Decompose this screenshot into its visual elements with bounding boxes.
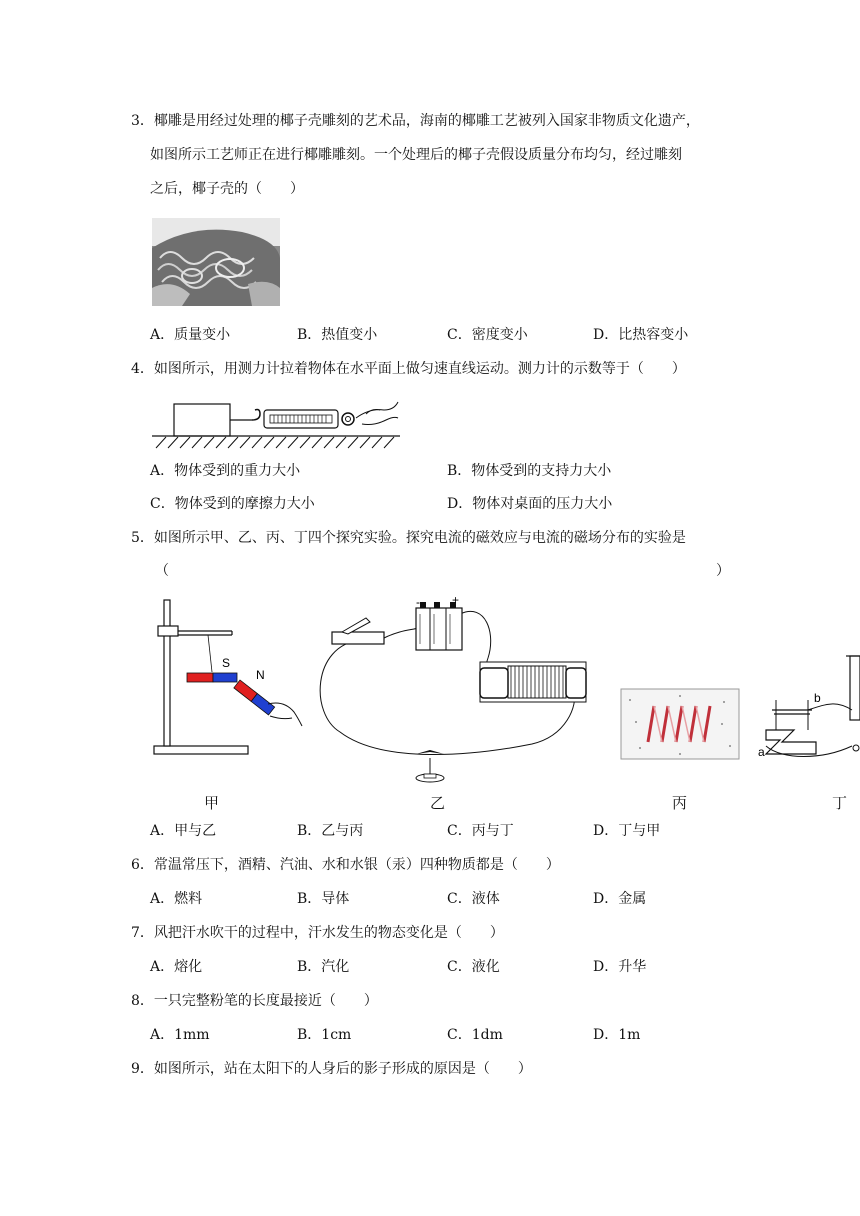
q3-line2: 如图所示工艺师正在进行椰雕雕刻。一个处理后的椰子壳假设质量分布均匀，经过雕刻 bbox=[150, 147, 682, 163]
q7-line1: 7．风把汗水吹干的过程中，汗水发生的物态变化是（ ） bbox=[131, 925, 504, 941]
q8-option-a: A．1mm bbox=[150, 1027, 210, 1043]
figure-label-jia: 甲 bbox=[204, 794, 220, 812]
figure-label-ding: 丁 bbox=[832, 794, 848, 812]
q5-option-c: C．丙与丁 bbox=[447, 823, 514, 839]
magnet-label-s: S bbox=[222, 656, 231, 670]
q7-option-a: A．熔化 bbox=[150, 959, 203, 975]
q4-option-b: B．物体受到的支持力大小 bbox=[447, 463, 612, 479]
figure-yi-circuit bbox=[312, 594, 594, 784]
coconut-carving-image bbox=[152, 218, 280, 306]
q5-line1: 5．如图所示甲、乙、丙、丁四个探究实验。探究电流的磁效应与电流的磁场分布的实验是 bbox=[131, 530, 686, 546]
q3-option-b: B．热值变小 bbox=[297, 327, 378, 343]
q9-line1: 9．如图所示，站在太阳下的人身后的影子形成的原因是（ ） bbox=[131, 1061, 532, 1077]
q7-option-d: D．升华 bbox=[593, 959, 647, 975]
q6-option-b: B．导体 bbox=[297, 891, 350, 907]
q8-option-c: C．1dm bbox=[447, 1027, 503, 1043]
q8-option-b: B．1cm bbox=[297, 1027, 352, 1043]
q5-option-b: B．乙与丙 bbox=[297, 823, 364, 839]
q4-option-c: C．物体受到的摩擦力大小 bbox=[150, 496, 315, 512]
q3-line1: 3．椰雕是用经过处理的椰子壳雕刻的艺术品，海南的椰雕工艺被列入国家非物质文化遗产， bbox=[131, 113, 700, 129]
q5-option-a: A．甲与乙 bbox=[150, 823, 217, 839]
q3-option-c: C．密度变小 bbox=[447, 327, 528, 343]
ding-label-b: b bbox=[814, 691, 821, 705]
q7-option-b: B．汽化 bbox=[297, 959, 350, 975]
battery-minus-label: - bbox=[416, 595, 420, 609]
q8-option-d: D．1m bbox=[593, 1027, 641, 1043]
figure-label-yi: 乙 bbox=[430, 794, 446, 812]
q4-option-d: D．物体对桌面的压力大小 bbox=[447, 496, 613, 512]
q6-line1: 6．常温常压下，酒精、汽油、水和水银（汞）四种物质都是（ ） bbox=[131, 857, 560, 873]
figure-label-bing: 丙 bbox=[672, 794, 688, 812]
figure-bing-iron-filings bbox=[620, 688, 740, 760]
figure-ding-apparatus bbox=[752, 650, 860, 762]
ding-label-a: a bbox=[758, 745, 765, 759]
q6-option-a: A．燃料 bbox=[150, 891, 203, 907]
magnet-label-n: N bbox=[256, 668, 265, 682]
q8-line1: 8．一只完整粉笔的长度最接近（ ） bbox=[131, 993, 378, 1009]
q4-option-a: A．物体受到的重力大小 bbox=[150, 463, 301, 479]
q5-paren-close: ） bbox=[716, 563, 730, 579]
q5-option-d: D．丁与甲 bbox=[593, 823, 661, 839]
q7-option-c: C．液化 bbox=[447, 959, 500, 975]
q6-option-d: D．金属 bbox=[593, 891, 647, 907]
figure-jia-magnet-stand bbox=[150, 596, 310, 760]
q3-line3: 之后，椰子壳的（ ） bbox=[150, 181, 304, 197]
q3-option-d: D．比热容变小 bbox=[593, 327, 689, 343]
battery-plus-label: + bbox=[452, 593, 460, 607]
q6-option-c: C．液体 bbox=[447, 891, 500, 907]
spring-scale-figure bbox=[152, 396, 402, 452]
q4-line1: 4．如图所示，用测力计拉着物体在水平面上做匀速直线运动。测力计的示数等于（ ） bbox=[131, 361, 686, 377]
q3-option-a: A．质量变小 bbox=[150, 327, 231, 343]
q5-paren-open: （ bbox=[155, 563, 169, 579]
